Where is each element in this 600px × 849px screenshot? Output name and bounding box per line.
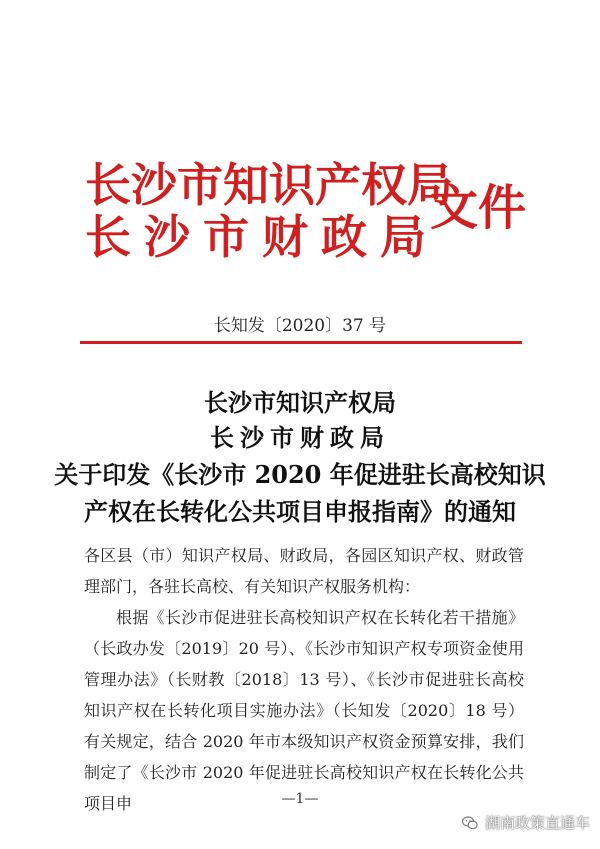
watermark-text: 湖南政策直通车: [484, 814, 590, 832]
red-divider: [80, 341, 522, 344]
title-line-4: 产权在长转化公共项目申报指南》的通知: [84, 497, 516, 526]
body-paragraph: 根据《长沙市促进驻长高校知识产权在长转化若干措施》（长政办发〔2019〕20 号）、《长沙市知识产权专项资金使用管理办法》（长财教〔2018〕13 号）、《长沙市促进驻长高校知识产权在长转化项目实施办法》（长知发〔2020〕18 号）有关规定，结合 2020 年市本级知识产权资金预算安排，我们制定了《长沙市 2020 年促进驻长高校知识产权在长转化公共项目申: [84, 608, 524, 813]
watermark: [461, 812, 590, 833]
document-label: 文件: [430, 180, 527, 236]
issuer-name-2: 长沙市财政局: [85, 210, 439, 264]
document-header: [0, 0, 600, 300]
title-line-1: 长沙市知识产权局: [204, 388, 396, 417]
title-line-2: 长沙市财政局: [210, 423, 390, 452]
title-line-3: 关于印发《长沙市 2020 年促进驻长高校知识: [54, 460, 546, 489]
issuer-name-1: 长沙市知识产权局: [85, 158, 453, 212]
page-number: —1—: [281, 791, 319, 807]
document-number: 长知发〔2020〕37 号: [213, 316, 387, 336]
document-body: [84, 540, 524, 819]
addressee: 各区县（市）知识产权局、财政局，各园区知识产权、财政管理部门，各驻长高校、有关知识产权服务机构：: [84, 546, 524, 596]
wechat-icon: [461, 814, 479, 832]
